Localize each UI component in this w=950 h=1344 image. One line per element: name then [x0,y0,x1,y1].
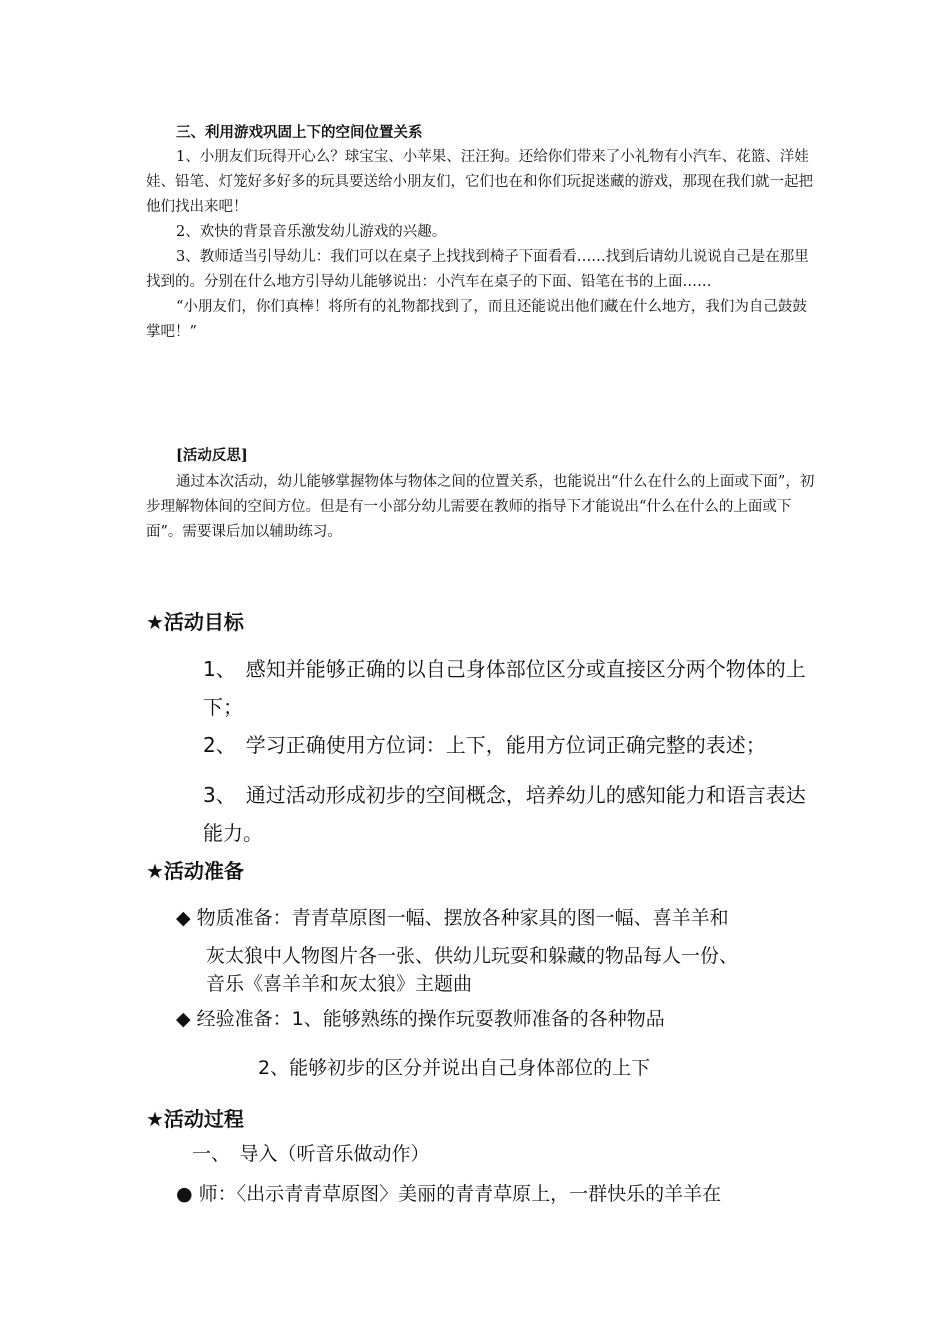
paragraph: “小朋友们，你们真棒！将所有的礼物都找到了，而且还能说出他们藏在什么地方，我们为自己鼓鼓掌吧！” [146,299,807,340]
experience-prep-line: ◆ 经验准备：1、能够熟练的操作玩耍教师准备的各种物品 [176,1008,665,1030]
goal-item: 1、 感知并能够正确的以自己身体部位区分或直接区分两个物体的上下； [203,657,806,719]
section-heading: 三、利用游戏巩固上下的空间位置关系 [176,124,423,141]
section-reflection [146,443,816,545]
paragraph: 1、小朋友们玩得开心么？球宝宝、小苹果、汪汪狗。还给你们带来了小礼物有小汽车、花篮、洋娃娃、铅笔、灯笼好多好多的玩具要送给小朋友们，它们也在和你们玩捉迷藏的游戏，那现在我们就一起把他们找出来吧！ [146,149,813,215]
goal-item: 3、 通过活动形成初步的空间概念，培养幼儿的感知能力和语言表达能力。 [203,783,806,845]
paragraph: 2、欢快的背景音乐激发幼儿游戏的兴趣。 [176,224,447,240]
goals-heading: ★活动目标 [146,610,244,634]
process-bullet: ● 师：〈出示青青草原图〉美丽的青青草原上，一群快乐的羊羊在 [176,1183,722,1205]
material-prep-line: ◆ 物质准备：青青草原图一幅、摆放各种家具的图一幅、喜羊羊和 [176,907,729,929]
paragraph: 3、教师适当引导幼儿：我们可以在桌子上找找到椅子下面看看……找到后请幼儿说说自己是在那里找到的。分别在什么地方引导幼儿能够说出：小汽车在桌子的下面、铅笔在书的上面…… [146,249,809,290]
experience-prep-line: 2、能够初步的区分并说出自己身体部位的上下 [258,1057,651,1079]
goal-item: 2、 学习正确使用方位词：上下，能用方位词正确完整的表述； [203,733,766,757]
reflection-text: 通过本次活动，幼儿能够掌握物体与物体之间的位置关系，也能说出“什么在什么的上面或下面”，初步理解物体间的空间方位。但是有一小部分幼儿需要在教师的指导下才能说出“什么在什么的上面或下面”。需要课后加以辅助练习。 [146,474,815,540]
section-game [146,120,816,345]
process-heading: ★活动过程 [146,1107,244,1131]
prep-heading: ★活动准备 [146,859,244,883]
reflection-heading: [活动反思] [176,447,248,464]
process-step: 一、 导入（听音乐做动作） [192,1143,430,1165]
material-prep-line: 灰太狼中人物图片各一张、供幼儿玩耍和躲藏的物品每人一份、 [206,945,739,967]
material-prep-line: 音乐《喜羊羊和灰太狼》主题曲 [206,973,473,995]
